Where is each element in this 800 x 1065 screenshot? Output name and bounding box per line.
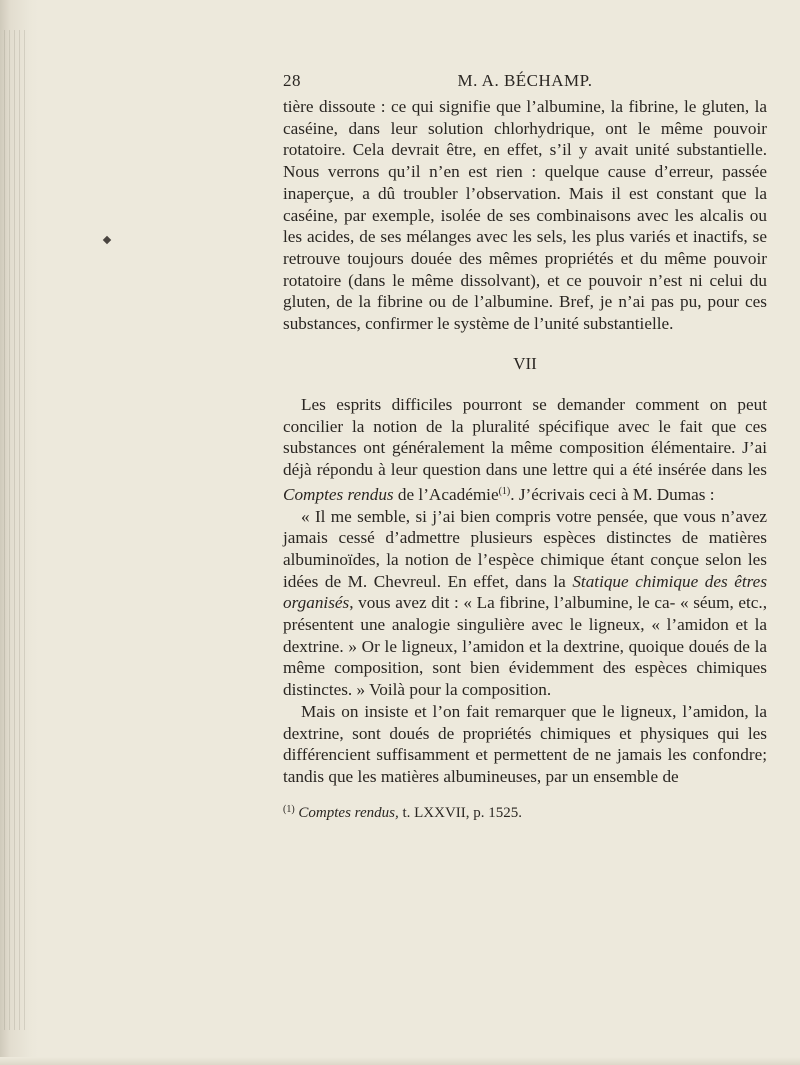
italic-title: Comptes rendus (283, 484, 394, 504)
footnote-reference: (1) (498, 485, 511, 497)
paragraph: Mais on insiste et l’on fait remarquer que le ligneux, l’amidon, la dextrine, sont doués de propriétés chimiques et physiques qui les différencient suffisamment et permettent de ne jamais les confondre; tandis que les matières albumineuses, par un ensemble de (283, 701, 767, 786)
binding-gutter (0, 0, 38, 1065)
footnote-title: Comptes rendus, (298, 805, 399, 821)
ink-blot-mark (103, 236, 111, 244)
section-heading: VII (513, 354, 537, 373)
running-head: M. A. BÉCHAMP. (457, 71, 593, 90)
paragraph: tière dissoute : ce qui signifie que l’albumine, la fibrine, le gluten, la caséine, dans leur solution chlorhydrique, ont le même pouvoir rotatoire. Cela devrait être, en effet, s’il y avait unité substantielle. Nous verrons qu’il n’en est rien : quelque cause d’erreur, passée inaperçue, a dû troubler l’observation. Mais il est constant que la caséine, par exemple, isolée de ses combinaisons avec les alcalis ou les acides, de ses mélanges avec les sels, les plus variés et inactifs, se retrouve toujours douée des mêmes propriétés et du même pouvoir rotatoire (dans le même dissolvant), et ce pouvoir n’est ni celui du gluten, de la fibrine ou de l’albumine. Bref, je n’ai pas pu, pour ces substances, confirmer le système de l’unité substantielle. (283, 97, 767, 334)
footnote (283, 801, 767, 822)
paragraph-text: Les esprits difficiles pourront se demander comment on peut concilier la notion de la pluralité spécifique avec le fait que ces substances ont généralement la même composition élémentaire. J’ai déjà répondu à leur question dans une lettre qui a été insérée dans les (283, 395, 767, 480)
paragraph-text: . J’écrivais ceci à M. Dumas : (510, 484, 715, 504)
paragraph-text: de l’Académie (393, 484, 499, 504)
paragraph (283, 394, 767, 506)
page-stack-lines (4, 30, 28, 1030)
footnote-marker: (1) (283, 804, 295, 815)
paragraph (283, 506, 767, 701)
page-header (283, 71, 767, 93)
paragraph-text: « Il me semble, si j’ai bien compris votre pensée, que vous n’avez jamais cessé d’admettre plusieurs espèces distinctes de matières albuminoïdes, la notion de l’espèce chimique étant conçue selon les idées de M. Chevreul. En effet, dans la (283, 506, 767, 591)
page-bottom-edge (0, 1057, 800, 1065)
page-number: 28 (283, 71, 301, 90)
italic-title: Statique chimique des êtres organisés (283, 571, 768, 613)
paragraph-text: , vous avez dit : « La fibrine, l’albumine, le ca- « séum, etc., présentent une analogie singulière avec le ligneux, « l’amidon et la dextrine. » Or le ligneux, l’amidon et la dextrine, quoique doués de la même composition, sont bien évidemment des espèces chimiques distinctes. » Voilà pour la composition. (283, 593, 767, 700)
footnote-text: t. LXXVII, p. 1525. (398, 805, 523, 821)
body-text-section-vii (283, 394, 767, 788)
body-text-top (283, 96, 767, 335)
